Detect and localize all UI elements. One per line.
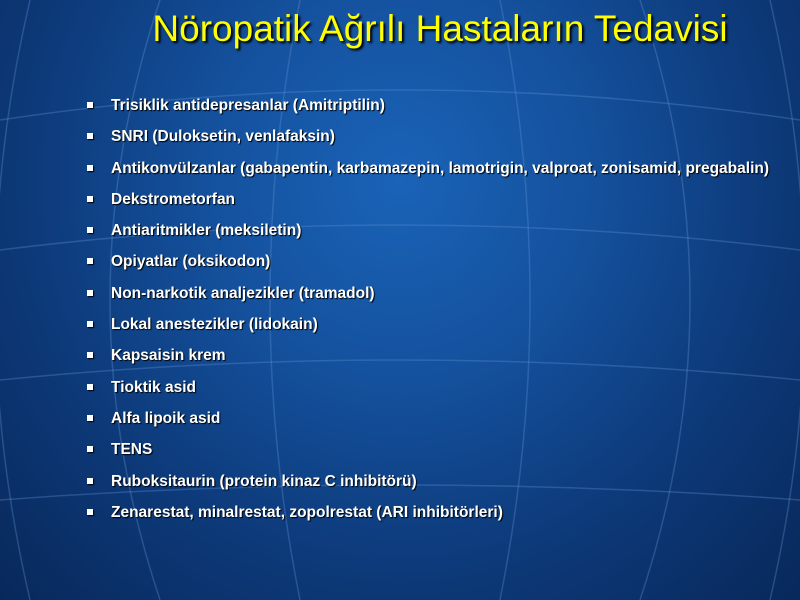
bullet-icon — [87, 290, 93, 296]
list-item-text: SNRI (Duloksetin, venlafaksin) — [111, 128, 335, 146]
list-item — [85, 313, 775, 336]
list-item-text: Trisiklik antidepresanlar (Amitriptilin) — [111, 97, 385, 114]
list-item-text: Zenarestat, minalrestat, zopolrestat (ARI inhibitörleri) — [111, 503, 503, 521]
slide-title: Nöropatik Ağrılı Hastaların Tedavisi — [152, 8, 728, 49]
list-item-text: Ruboksitaurin (protein kinaz C inhibitörü) — [111, 472, 417, 490]
list-item — [85, 344, 775, 367]
bullet-icon — [87, 165, 93, 171]
bullet-icon — [87, 196, 93, 202]
bullet-icon — [87, 321, 93, 327]
list-item — [85, 219, 775, 242]
bullet-icon — [87, 478, 93, 484]
list-item — [85, 376, 775, 399]
bullet-icon — [87, 133, 93, 139]
list-item-text: Lokal anestezikler (lidokain) — [111, 316, 318, 334]
bullet-icon — [87, 227, 93, 233]
list-item — [85, 470, 775, 493]
list-item-text: Antikonvülzanlar (gabapentin, karbamazepin, lamotrigin, valproat, zonisamid, pregabalin) — [111, 159, 770, 177]
list-item-text: Tioktik asid — [111, 378, 196, 396]
list-item — [85, 501, 775, 524]
bullet-icon — [87, 384, 93, 390]
list-item — [85, 282, 775, 305]
list-item — [85, 157, 775, 180]
list-item — [85, 188, 775, 211]
list-item-text: Kapsaisin krem — [111, 347, 226, 365]
list-item — [85, 94, 775, 117]
list-item — [85, 125, 775, 148]
bullet-icon — [87, 509, 93, 515]
list-item-text: Non-narkotik analjezikler (tramadol) — [111, 284, 375, 302]
list-item — [85, 250, 775, 273]
list-item — [85, 407, 775, 430]
list-item-text: Antiaritmikler (meksiletin) — [111, 222, 302, 240]
bullet-icon — [87, 446, 93, 452]
list-item-text: Dekstrometorfan — [111, 190, 236, 208]
list-item-text: TENS — [111, 441, 153, 459]
bullet-icon — [87, 258, 93, 264]
list-item-text: Alfa lipoik asid — [111, 409, 221, 427]
bullet-icon — [87, 352, 93, 358]
bullet-icon — [87, 415, 93, 421]
bullet-icon — [87, 102, 93, 108]
list-item-text: Opiyatlar (oksikodon) — [111, 253, 271, 271]
bullet-list — [85, 94, 775, 532]
list-item — [85, 438, 775, 461]
